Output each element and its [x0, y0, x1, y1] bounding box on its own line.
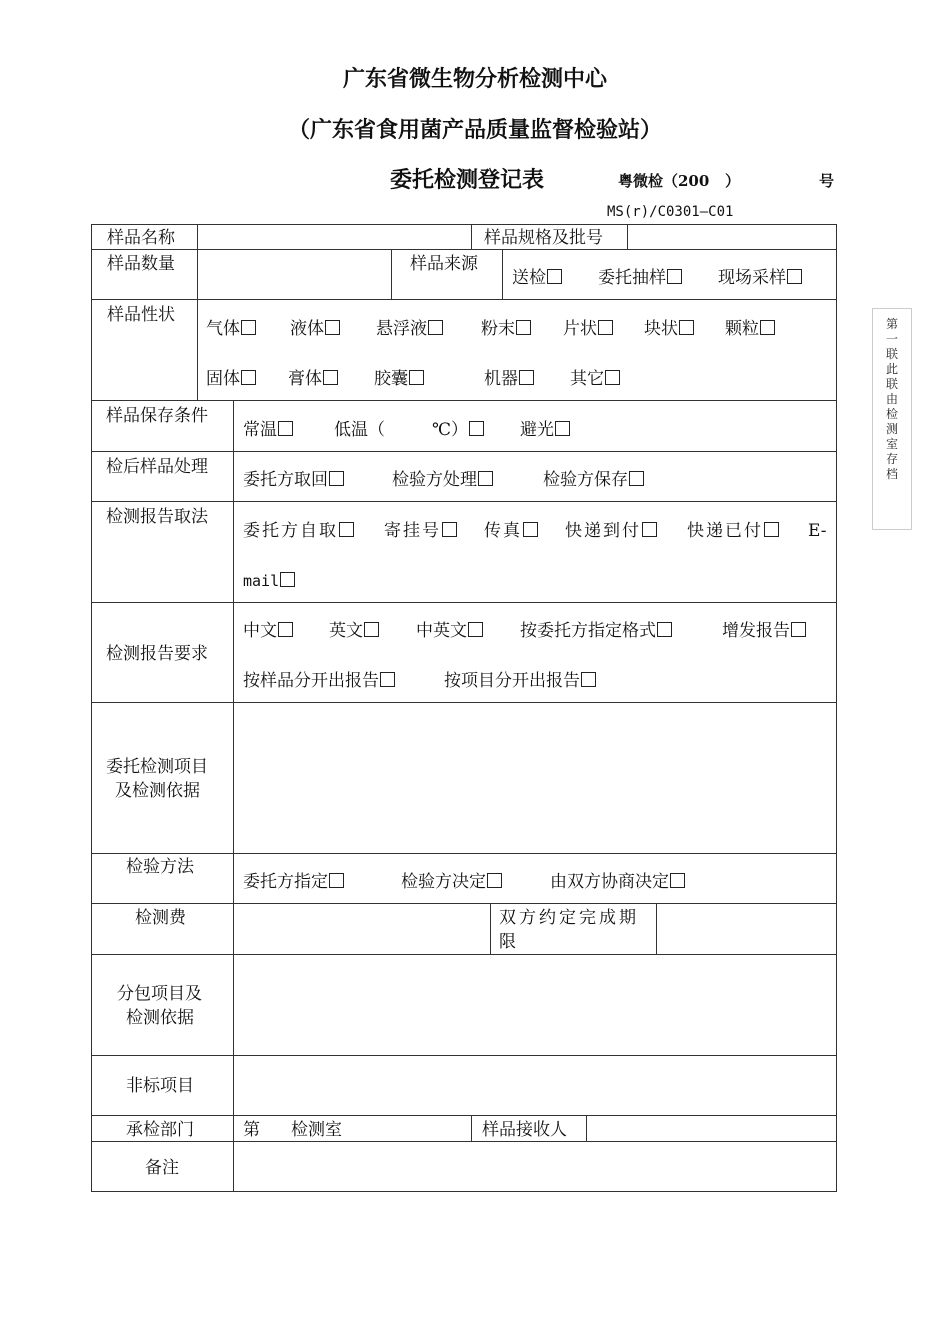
checkbox[interactable] [278, 622, 293, 637]
label-report-pickup: 检测报告取法 [106, 507, 208, 527]
req-option[interactable]: 按项目分开出报告 [444, 670, 596, 692]
checkbox[interactable] [760, 320, 775, 335]
pickup-email[interactable]: mail [243, 570, 295, 592]
storage-low-unit[interactable]: ℃） [432, 419, 484, 441]
state-option[interactable]: 膏体 [288, 368, 338, 390]
req-option[interactable]: 按委托方指定格式 [520, 620, 672, 642]
grid-line [91, 602, 837, 603]
copy-note-char: 室 [885, 437, 898, 451]
checkbox[interactable] [329, 873, 344, 888]
storage-dark[interactable]: 避光 [520, 419, 570, 441]
checkbox[interactable] [657, 622, 672, 637]
checkbox[interactable] [241, 320, 256, 335]
grid-line [91, 451, 837, 452]
checkbox[interactable] [642, 522, 657, 537]
method-option[interactable]: 委托方指定 [243, 871, 344, 893]
grid-line [91, 249, 837, 250]
req-option[interactable]: 中英文 [416, 620, 483, 642]
grid-line [836, 224, 837, 1192]
grid-line [91, 903, 837, 904]
label-deadline-1: 双方约定完成期 [499, 908, 639, 928]
grid-line [91, 1055, 837, 1056]
checkbox[interactable] [555, 421, 570, 436]
label-sample-name: 样品名称 [107, 228, 175, 248]
form-code: MS(r)/C0301—C01 [607, 204, 734, 220]
grid-line [91, 1115, 837, 1116]
grid-line [471, 224, 472, 250]
checkbox[interactable] [469, 421, 484, 436]
state-option[interactable]: 液体 [290, 318, 340, 340]
handling-option[interactable]: 委托方取回 [243, 469, 344, 491]
grid-line [471, 1115, 472, 1142]
checkbox[interactable] [679, 320, 694, 335]
copy-note-char: 联 [885, 347, 898, 361]
label-sample-qty: 样品数量 [107, 254, 175, 274]
copy-note-char: 测 [885, 422, 898, 436]
checkbox[interactable] [605, 370, 620, 385]
copy-note-char: 检 [885, 407, 898, 421]
state-option[interactable]: 其它 [570, 368, 620, 390]
copy-note-char: 档 [885, 467, 898, 481]
checkbox[interactable] [241, 370, 256, 385]
checkbox[interactable] [364, 622, 379, 637]
checkbox[interactable] [519, 370, 534, 385]
pickup-option[interactable]: 委托方自取 [243, 520, 354, 542]
label-items-2: 及检测依据 [115, 781, 200, 801]
grid-line [91, 853, 837, 854]
state-option[interactable]: 气体 [206, 318, 256, 340]
storage-low: 低温（ [334, 420, 385, 440]
label-remarks: 备注 [145, 1158, 179, 1178]
pickup-option[interactable]: 传真 [484, 520, 538, 542]
handling-option[interactable]: 检验方处理 [392, 469, 493, 491]
checkbox[interactable] [516, 320, 531, 335]
label-deadline-2: 限 [499, 932, 516, 952]
checkbox[interactable] [667, 269, 682, 284]
copy-note-char: 此 [885, 362, 898, 376]
label-sample-state: 样品性状 [107, 305, 175, 325]
label-items-1: 委托检测项目 [106, 757, 208, 777]
pickup-option[interactable]: 快递到付 [565, 520, 657, 542]
grid-line [502, 249, 503, 300]
grid-line [91, 702, 837, 703]
grid-line [91, 954, 837, 955]
label-fee: 检测费 [135, 908, 186, 928]
copy-note-char: 第 [885, 317, 898, 331]
checkbox[interactable] [278, 421, 293, 436]
checkbox[interactable] [581, 672, 596, 687]
checkbox[interactable] [598, 320, 613, 335]
grid-line [586, 1115, 587, 1142]
grid-line [233, 400, 234, 1192]
checkbox[interactable] [478, 471, 493, 486]
grid-line [490, 903, 491, 955]
org-subtitle: （广东省食用菌产品质量监督检验站） [287, 117, 662, 143]
state-option[interactable]: 片状 [563, 318, 613, 340]
form-title: 委托检测登记表 [390, 167, 545, 193]
grid-line [91, 299, 837, 300]
source-option-1[interactable]: 送检 [512, 267, 562, 289]
checkbox[interactable] [280, 572, 295, 587]
grid-line [656, 903, 657, 955]
checkbox[interactable] [428, 320, 443, 335]
grid-line [91, 224, 92, 1192]
state-option[interactable]: 块状 [644, 318, 694, 340]
label-dept: 承检部门 [126, 1120, 194, 1140]
copy-note [872, 308, 912, 530]
checkbox[interactable] [523, 522, 538, 537]
state-option[interactable]: 胶囊 [374, 368, 424, 390]
grid-line [627, 224, 628, 250]
pickup-option[interactable]: 快递已付 [687, 520, 779, 542]
req-option[interactable]: 增发报告 [722, 620, 806, 642]
state-option[interactable]: 固体 [206, 368, 256, 390]
checkbox[interactable] [329, 471, 344, 486]
storage-normal[interactable]: 常温 [243, 419, 293, 441]
handling-option[interactable]: 检验方保存 [543, 469, 644, 491]
label-sample-spec: 样品规格及批号 [484, 228, 603, 248]
grid-line [391, 249, 392, 300]
checkbox[interactable] [380, 672, 395, 687]
method-option[interactable]: 由双方协商决定 [550, 871, 685, 893]
req-option[interactable]: 按样品分开出报告 [243, 670, 395, 692]
pickup-email-a: E- [808, 521, 827, 541]
grid-line [91, 400, 837, 401]
state-option[interactable]: 颗粒 [725, 318, 775, 340]
checkbox[interactable] [323, 370, 338, 385]
checkbox[interactable] [325, 320, 340, 335]
serial-suffix: 号 [819, 172, 835, 190]
checkbox[interactable] [791, 622, 806, 637]
label-post-handling: 检后样品处理 [106, 457, 208, 477]
checkbox[interactable] [629, 471, 644, 486]
copy-note-char: 一 [885, 332, 898, 346]
copy-note-char: 由 [885, 392, 898, 406]
grid-line [91, 1141, 837, 1142]
org-name: 广东省微生物分析检测中心 [342, 66, 607, 92]
serial-prefix: 粤微检（200 [618, 172, 710, 190]
label-nonstd: 非标项目 [126, 1076, 194, 1096]
source-option-3[interactable]: 现场采样 [718, 267, 802, 289]
checkbox[interactable] [339, 522, 354, 537]
grid-line [197, 224, 198, 401]
label-sample-source: 样品来源 [410, 254, 478, 274]
checkbox[interactable] [670, 873, 685, 888]
copy-note-char: 存 [885, 452, 898, 466]
dept-suffix: 检测室 [291, 1120, 342, 1140]
label-report-req: 检测报告要求 [106, 644, 208, 664]
checkbox[interactable] [442, 522, 457, 537]
label-sub-2: 检测依据 [126, 1008, 194, 1028]
label-sub-1: 分包项目及 [117, 984, 202, 1004]
checkbox[interactable] [487, 873, 502, 888]
state-option[interactable]: 悬浮液 [376, 318, 443, 340]
checkbox[interactable] [468, 622, 483, 637]
grid-line [91, 501, 837, 502]
label-receiver: 样品接收人 [482, 1120, 567, 1140]
label-method: 检验方法 [126, 857, 194, 877]
state-option[interactable]: 粉末 [481, 318, 531, 340]
grid-line [91, 1191, 837, 1192]
method-option[interactable]: 检验方决定 [401, 871, 502, 893]
state-option[interactable]: 机器 [484, 368, 534, 390]
copy-note-char: 联 [885, 377, 898, 391]
checkbox[interactable] [547, 269, 562, 284]
source-option-2[interactable]: 委托抽样 [598, 267, 682, 289]
dept-prefix: 第 [243, 1120, 260, 1140]
req-option[interactable]: 中文 [243, 620, 293, 642]
checkbox[interactable] [787, 269, 802, 284]
req-option[interactable]: 英文 [329, 620, 379, 642]
checkbox[interactable] [764, 522, 779, 537]
checkbox[interactable] [409, 370, 424, 385]
label-storage: 样品保存条件 [106, 406, 208, 426]
serial-paren: ） [725, 172, 741, 190]
grid-line [91, 224, 837, 225]
pickup-option[interactable]: 寄挂号 [384, 520, 457, 542]
